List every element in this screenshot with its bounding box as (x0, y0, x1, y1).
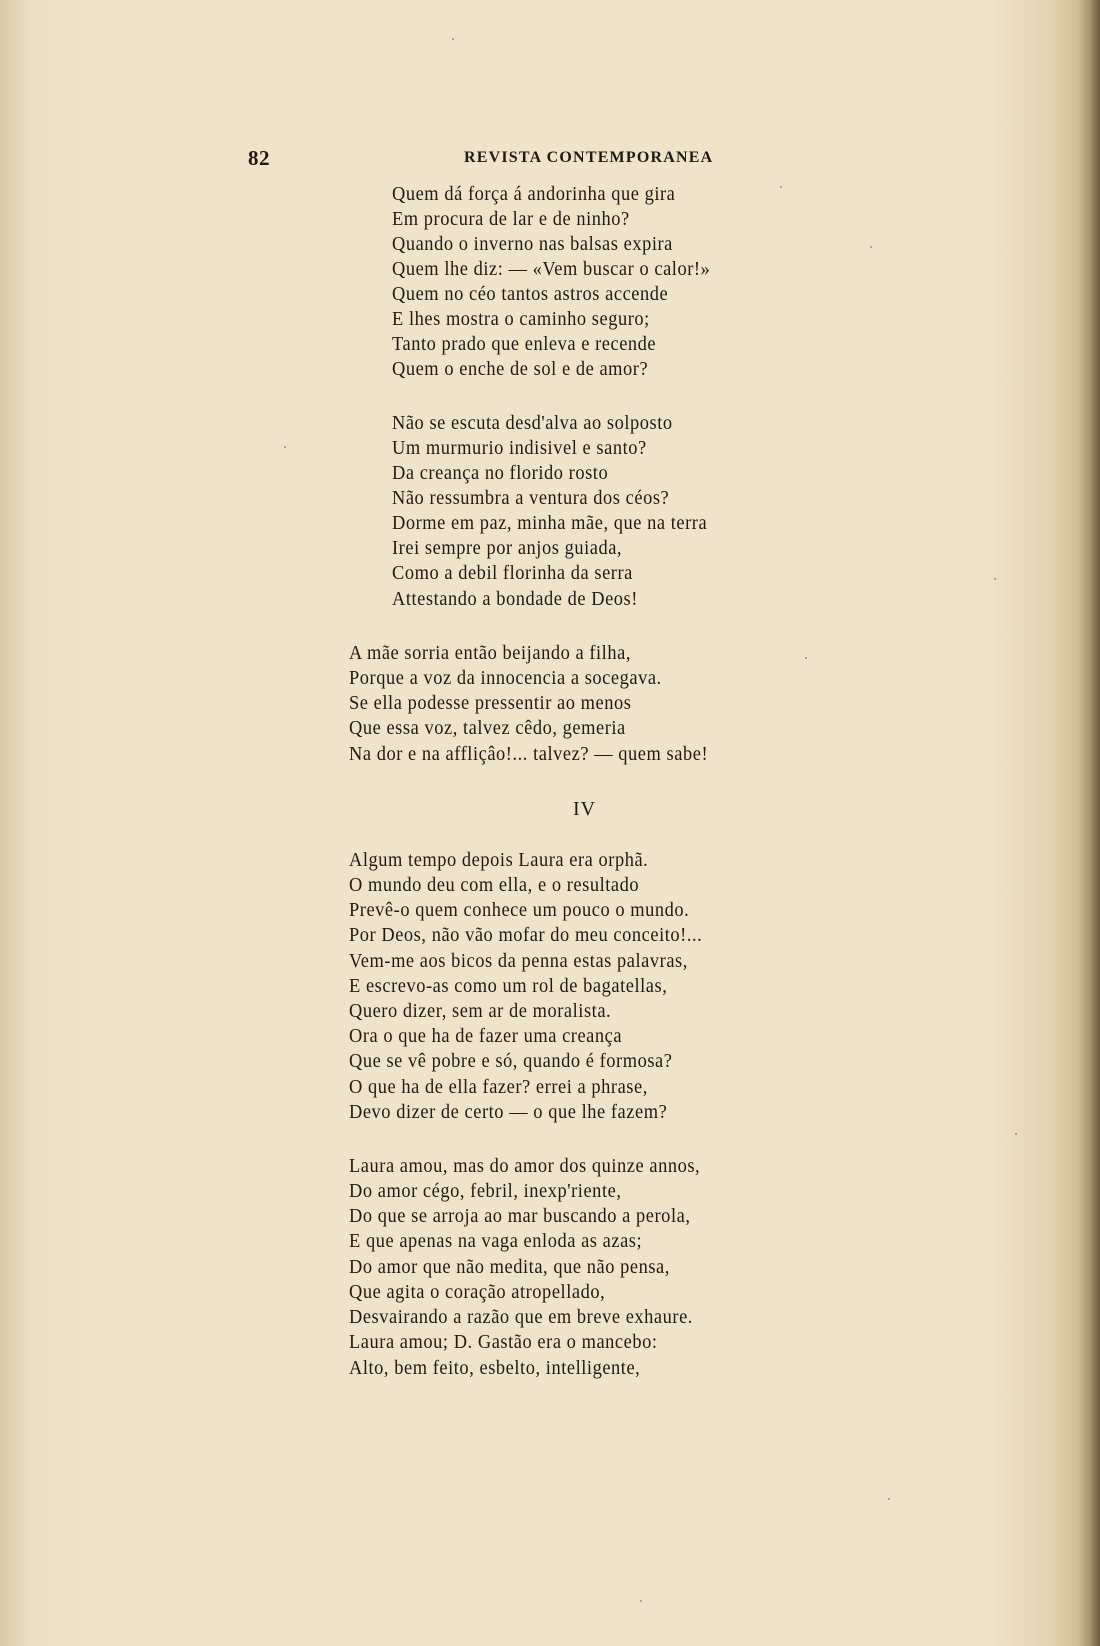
verse-line: Que essa voz, talvez cêdo, gemeria (349, 717, 626, 739)
verse-line: Na dor e na affliçâo!... talvez? — quem sabe! (349, 743, 709, 765)
verse-line: Como a debil florinha da serra (392, 562, 633, 584)
verse-line: O mundo deu com ella, e o resultado (349, 874, 640, 896)
paper-speck (805, 657, 807, 659)
verse-line: Que agita o coração atropellado, (349, 1281, 606, 1303)
verse-line: E escrevo-as como um rol de bagatellas, (349, 975, 668, 997)
verse-line: Quem lhe diz: — «Vem buscar o calor!» (392, 258, 711, 280)
verse-line: O que ha de ella fazer? errei a phrase, (349, 1076, 648, 1098)
verse-line: Quando o inverno nas balsas expira (392, 233, 673, 255)
verse-line: Quem no céo tantos astros accende (392, 283, 669, 305)
verse-line: Tanto prado que enleva e recende (392, 333, 657, 355)
verse-line: E que apenas na vaga enloda as azas; (349, 1230, 643, 1252)
verse-line: Do amor que não medita, que não pensa, (349, 1256, 670, 1278)
verse-line: Desvairando a razão que em breve exhaure. (349, 1306, 693, 1328)
verse-line: Em procura de lar e de ninho? (392, 208, 630, 230)
page-gutter-shadow (1078, 0, 1100, 1646)
verse-line: Que se vê pobre e só, quando é formosa? (349, 1050, 673, 1072)
paper-speck (640, 1600, 642, 1602)
verse-line: Porque a voz da innocencia a socegava. (349, 667, 662, 689)
verse-line: Se ella podesse pressentir ao menos (349, 692, 632, 714)
page-header (0, 146, 1100, 172)
paper-speck (870, 246, 872, 248)
paper-speck (452, 38, 454, 40)
verse-line: Por Deos, não vão mofar do meu conceito!... (349, 924, 703, 946)
verse-line: Quem o enche de sol e de amor? (392, 358, 649, 380)
verse-line: Prevê-o quem conhece um pouco o mundo. (349, 899, 690, 921)
paper-speck (284, 446, 286, 448)
page-number: 82 (248, 146, 270, 170)
verse-line: Do que se arroja ao mar buscando a perola, (349, 1205, 691, 1227)
verse-line: Um murmurio indisivel e santo? (392, 437, 647, 459)
verse-line: Dorme em paz, minha mãe, que na terra (392, 512, 708, 534)
paper-speck (994, 578, 996, 580)
paper-speck (780, 186, 782, 188)
verse-line: Alto, bem feito, esbelto, intelligente, (349, 1357, 641, 1379)
verse-line: Vem-me aos bicos da penna estas palavras, (349, 950, 688, 972)
verse-line: Da creança no florido rosto (392, 462, 609, 484)
verse-line: Ora o que ha de fazer uma creança (349, 1025, 623, 1047)
verse-line: E lhes mostra o caminho seguro; (392, 308, 650, 330)
verse-line: Devo dizer de certo — o que lhe fazem? (349, 1101, 668, 1123)
verse-line: Attestando a bondade de Deos! (392, 588, 638, 610)
verse-line: Algum tempo depois Laura era orphã. (349, 849, 649, 871)
verse-line: Não se escuta desd'alva ao solposto (392, 412, 673, 434)
verse-line: Quem dá força á andorinha que gira (392, 183, 676, 205)
verse-line: A mãe sorria então beijando a filha, (349, 642, 631, 664)
verse-line: Não ressumbra a ventura dos céos? (392, 487, 670, 509)
verse-line: Laura amou, mas do amor dos quinze annos, (349, 1155, 701, 1177)
verse-line: Laura amou; D. Gastão era o mancebo: (349, 1331, 658, 1353)
verse-line: Do amor cégo, febril, inexp'riente, (349, 1180, 622, 1202)
verse-line: Irei sempre por anjos guiada, (392, 537, 623, 559)
section-heading: IV (573, 798, 597, 820)
paper-speck (888, 1498, 890, 1500)
paper-speck (1015, 1133, 1017, 1135)
verse-line: Quero dizer, sem ar de moralista. (349, 1000, 612, 1022)
running-title: REVISTA CONTEMPORANEA (464, 149, 714, 166)
